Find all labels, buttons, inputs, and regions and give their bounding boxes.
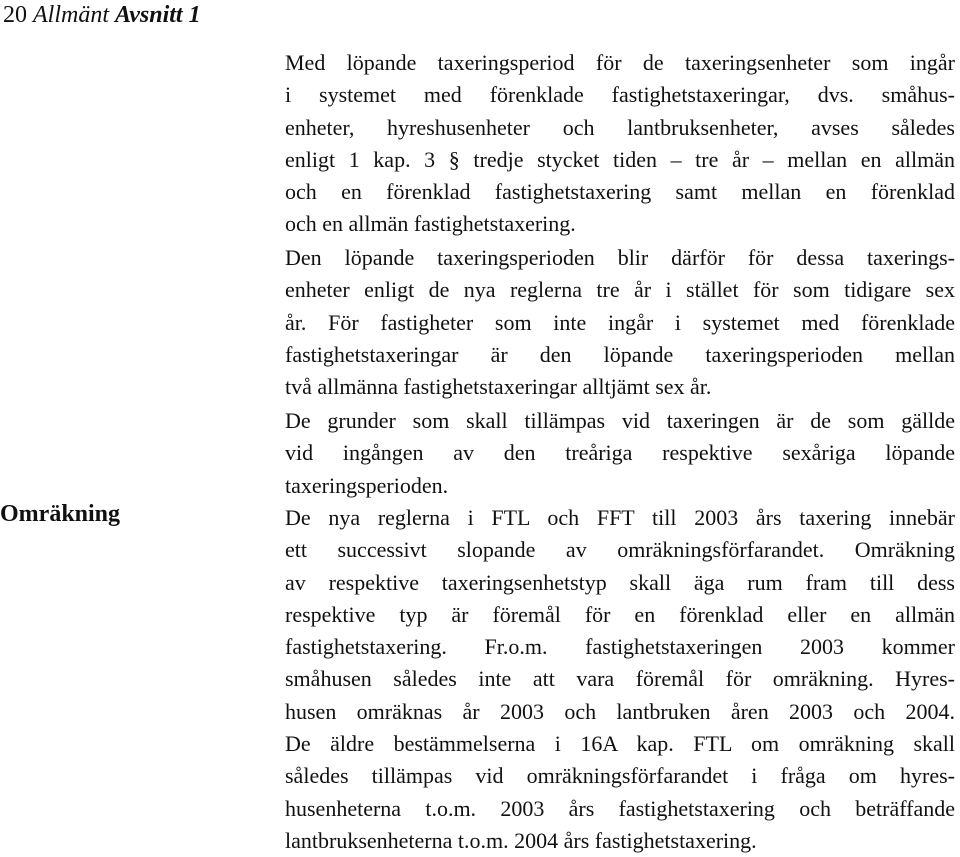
paragraph-3 [285, 405, 955, 502]
text-line: år. För fastigheter som inte ingår i systemet med förenklade [285, 309, 955, 335]
paragraph-1 [285, 47, 955, 241]
text-line: och en förenklad fastighetstaxering samt mellan en förenklad [285, 179, 955, 205]
text-line: enligt 1 kap. 3 § tredje stycket tiden – tre år – mellan en allmän [285, 146, 955, 172]
text-line: av respektive taxeringsenhetstyp skall äga rum fram till dess [285, 569, 955, 595]
text-line: De grunder som skall tillämpas vid taxeringen är de som gällde [285, 408, 955, 433]
text-line: således tillämpas vid omräkningsförfarandet i fråga om hyres- [285, 763, 955, 789]
text-line: fastighetstaxeringar är den löpande taxeringsperioden mellan [285, 341, 955, 367]
chapter-title: Allmänt [33, 2, 109, 28]
text-line: enheter, hyreshusenheter och lantbruksenheter, avses således [285, 114, 955, 140]
text-line: Den löpande taxeringsperioden blir därför för dessa taxerings- [285, 245, 955, 270]
text-line: enheter enligt de nya reglerna tre år i stället för som tidigare sex [285, 277, 955, 303]
text-line: ett successivt slopande av omräkningsförfarandet. Omräkning [285, 537, 955, 563]
text-line: husen omräknas år 2003 och lantbruken åren 2003 och 2004. [285, 698, 955, 724]
text-line: fastighetstaxering. Fr.o.m. fastighetstaxeringen 2003 kommer [285, 634, 955, 660]
text-line: respektive typ är föremål för en förenklad eller en allmän [285, 601, 955, 627]
text-line: husenheterna t.o.m. 2003 års fastighetstaxering och beträffande [285, 795, 955, 821]
text-line: i systemet med förenklade fastighetstaxeringar, dvs. småhus- [285, 82, 955, 108]
text-line: två allmänna fastighetstaxeringar alltjämt sex år. [285, 374, 712, 400]
paragraph-4 [285, 502, 955, 857]
text-line: lantbruksenheterna t.o.m. 2004 års fastighetstaxering. [285, 827, 757, 853]
side-heading: Omräkning [0, 501, 121, 527]
text-line: De äldre bestämmelserna i 16A kap. FTL om omräkning skall [285, 731, 955, 757]
page-header [3, 0, 201, 30]
text-line: taxeringsperioden. [285, 472, 449, 498]
text-line: De nya reglerna i FTL och FFT till 2003 års taxering innebär [285, 505, 955, 530]
text-line: Med löpande taxeringsperiod för de taxeringsenheter som ingår [285, 50, 955, 75]
text-line: vid ingången av den treåriga respektive sexåriga löpande [285, 440, 955, 466]
paragraph-2 [285, 242, 955, 403]
section-title: Avsnitt 1 [115, 2, 201, 28]
text-line: och en allmän fastighetstaxering. [285, 211, 576, 237]
text-line: småhusen således inte att vara föremål för omräkning. Hyres- [285, 666, 955, 692]
page-number: 20 [3, 2, 27, 28]
